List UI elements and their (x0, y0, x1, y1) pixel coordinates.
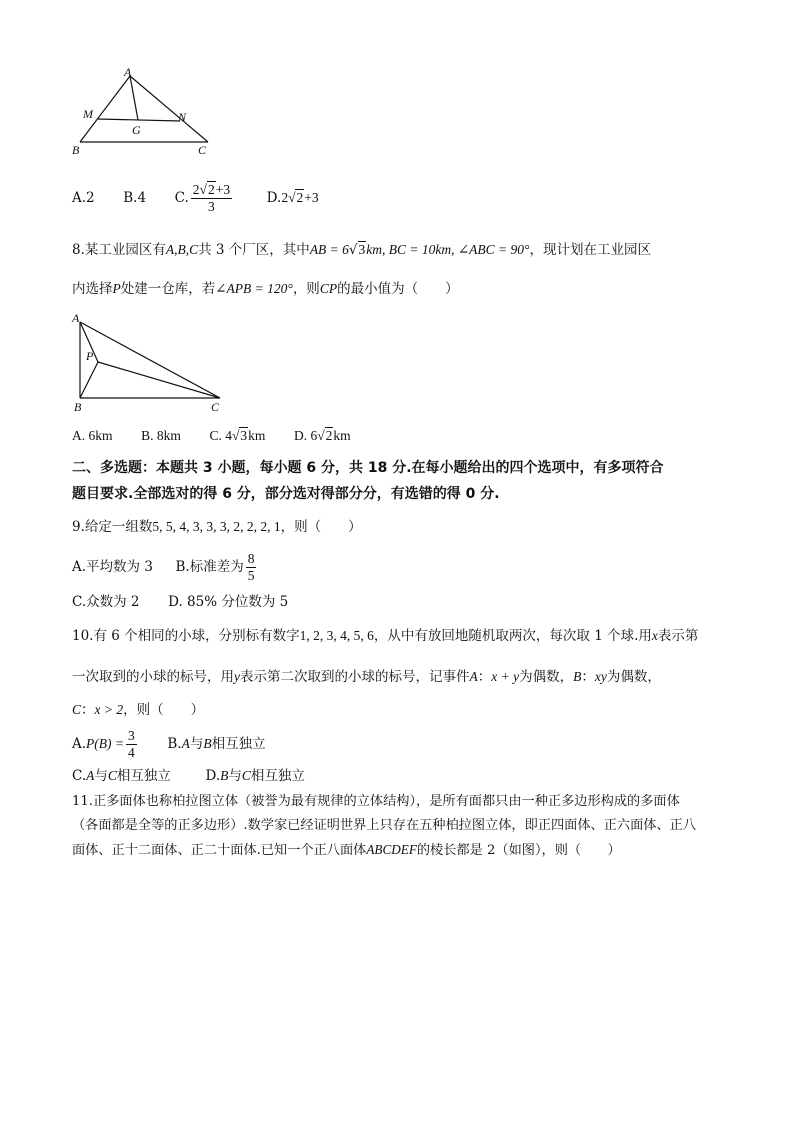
q10-option-c: C.A与C相互独立 (72, 768, 171, 784)
q8-stem-line1: 8.某工业园区有A,B,C共 3 个厂区，其中AB = 6√3km, BC = 10km, ∠ABC = 90°，现计划在工业园区 (72, 242, 651, 258)
q7-option-c: C. $\frac{2√2+3}{3}$ (174, 182, 231, 214)
q9-options-ab (72, 549, 258, 585)
q9-options-cd (72, 592, 288, 612)
q10-stem-line3: C：x > 2，则（ ） (72, 702, 205, 718)
q9-option-d: D. 85% 分位数为 5 (168, 594, 289, 610)
label-A: A (124, 65, 132, 79)
q11-stem-line1: 11.正多面体也称柏拉图立体（被誉为最有规律的立体结构），是所有面都只由一种正多边形构成的多面体 (72, 794, 680, 809)
q10-stem-line2: 一次取到的小球的标号，用y表示第二次取到的小球的标号，记事件A：x + y为偶数，B：xy为偶数， (72, 669, 661, 685)
label-B: B (72, 143, 80, 157)
label-M: M (83, 107, 93, 121)
q9-option-a: A.平均数为 3 (72, 559, 153, 575)
q8-option-d: D. 6√2km (294, 428, 351, 443)
q8-options (72, 426, 351, 446)
q7-option-b: B.4 (123, 190, 147, 206)
section-heading-line1: 二、多选题：本题共 3 小题，每小题 6 分，共 18 分.在每小题给出的四个选项中，有多项符合 (72, 460, 664, 476)
triangle-figure-q8 (68, 310, 228, 416)
q7-options (72, 180, 319, 216)
q9-option-c: C.众数为 2 (72, 594, 140, 610)
q10-options-ab (72, 726, 266, 762)
label-N: N (178, 110, 187, 124)
q10-option-b: B.A与B相互独立 (167, 736, 266, 752)
q9-stem: 9.给定一组数5, 5, 4, 3, 3, 3, 2, 2, 2, 1，则（ ） (72, 519, 362, 535)
q10-options-cd (72, 766, 305, 786)
q8-option-b: B. 8km (141, 428, 181, 443)
q10-option-d: D.B与C相互独立 (205, 768, 305, 784)
label-A: A (72, 311, 80, 325)
q7-option-a: A.2 (72, 190, 95, 206)
label-C: C (198, 143, 207, 157)
q11-stem-line3: 面体、正十二面体、正二十面体.已知一个正八面体ABCDEF的棱长都是 2（如图），则（ ） (72, 842, 621, 858)
q8-option-a: A. 6km (72, 428, 113, 443)
label-C: C (211, 400, 220, 414)
triangle-figure-q7 (68, 64, 218, 159)
label-B: B (74, 400, 82, 414)
q8-option-c: C. 4√3km (209, 428, 266, 443)
q10-stem-line1: 10.有 6 个相同的小球，分别标有数字1, 2, 3, 4, 5, 6，从中有放回地随机取两次，每次取 1 个球.用x表示第 (72, 628, 699, 644)
q10-option-a: A.P(B) = $\frac{3}{4}$ (72, 728, 135, 760)
label-G: G (132, 123, 141, 137)
section-heading-line2: 题目要求.全部选对的得 6 分，部分选对得部分分，有选错的得 0 分. (72, 486, 500, 502)
label-P: P (86, 349, 94, 363)
q9-option-b: B.标准差为 $\frac{8}{5}$ (175, 551, 255, 583)
q7-option-d: D.2√2+3 (266, 190, 319, 206)
q8-stem-line2: 内选择P处建一仓库，若∠APB = 120°，则CP的最小值为（ ） (72, 281, 459, 297)
q11-stem-line2: （各面都是全等的正多边形）.数学家已经证明世界上只存在五种柏拉图立体，即正四面体、正六面体、正八 (72, 818, 697, 833)
